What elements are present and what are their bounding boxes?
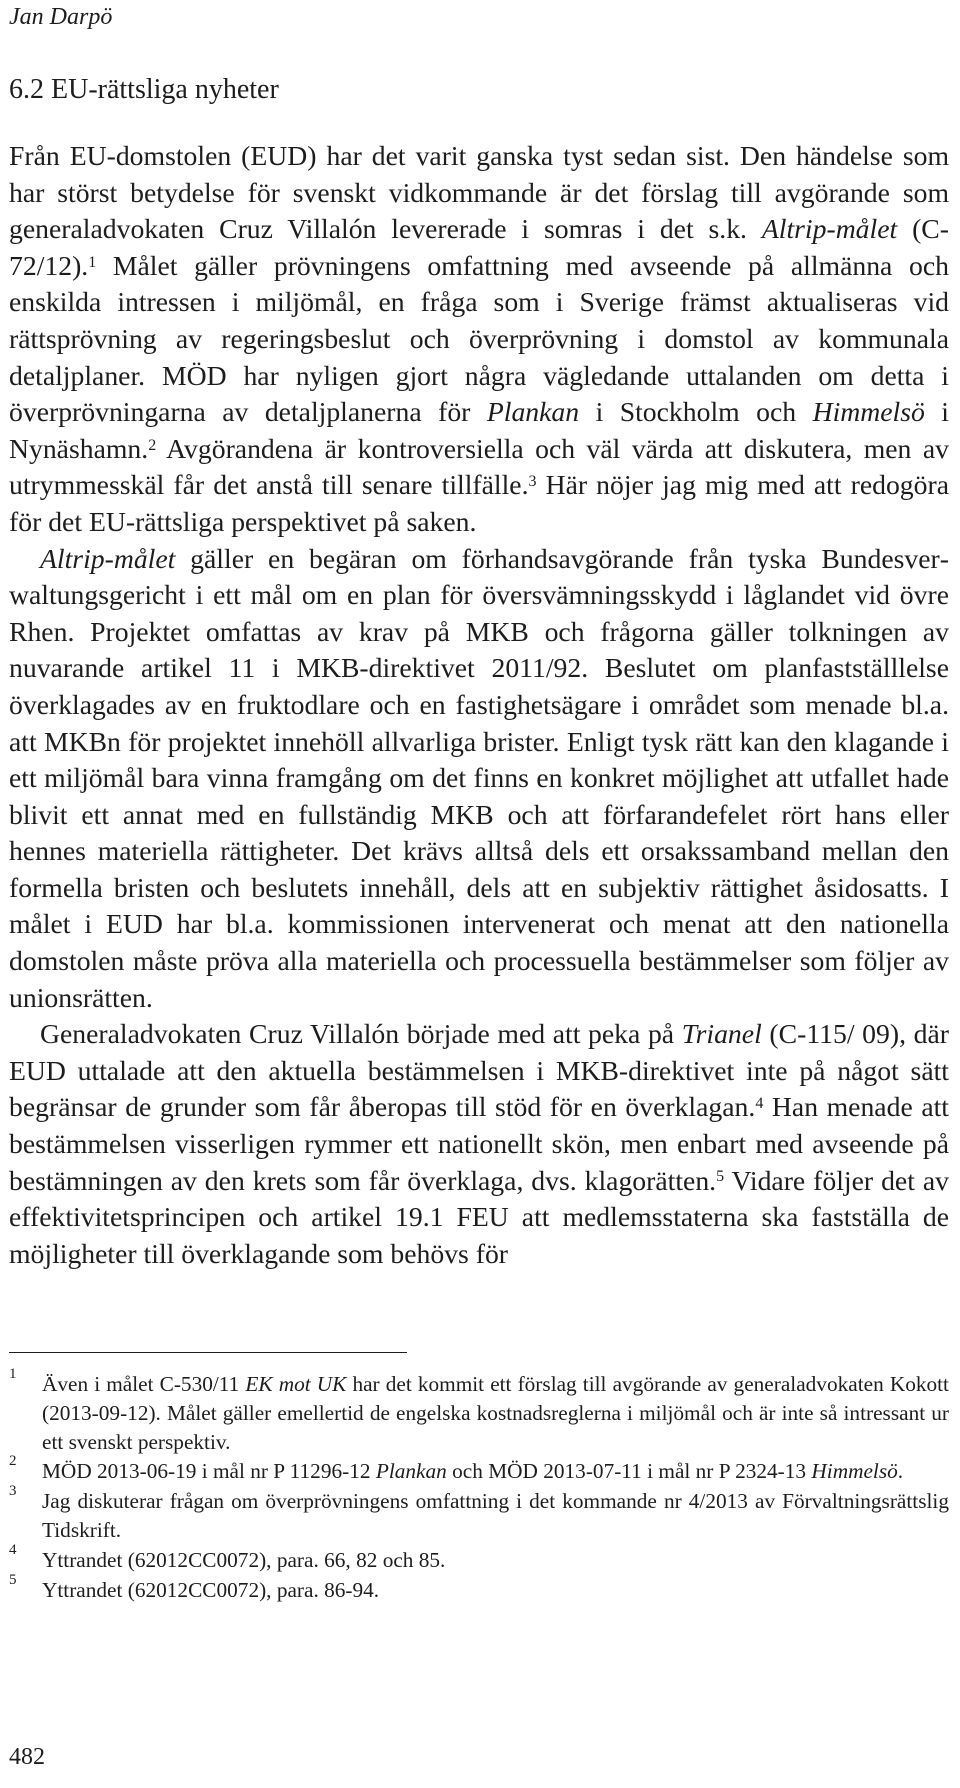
- text-run: i Nynäshamn.: [9, 396, 949, 464]
- footnote-4: [9, 1541, 949, 1575]
- footnote-ref[interactable]: 4: [755, 1095, 764, 1113]
- footnote-text: Yttrandet (62012CC0072), para. 66, 82 och 85.: [42, 1547, 446, 1572]
- case-name: Himmelsö: [812, 396, 925, 428]
- text-run: Vidare följer det av effektivitetsprincipen och artikel 19.1 FEU att medlemsstaterna ska fastställa de möjligheter till överklagande som behövs för: [9, 1164, 949, 1269]
- text-run: Från EU-domstolen (EUD) har det varit ganska tyst sedan sist. Den händelse som har störst betydelse för svenskt vidkommande är det förslag till avgörande som generaladvokaten Cruz Villalón levererade i somras i det s.k.: [9, 140, 949, 245]
- footnote-text: Jag diskuterar frågan om överprövningens omfattning i det kommande nr 4/2013 av Förvaltningsrättslig Tidskrift.: [42, 1489, 949, 1542]
- text-run: Målet gäller prövningens omfattning med avseende på allmänna och enskilda intressen i miljömål, en fråga som i Sverige främst aktualiseras vid rättsprövning av regeringsbeslut och överprövning i domstol av kommunala detaljplaner. MÖD har nyligen gjort några vägledande uttalanden om detta i överprövningarna av detaljplanerna för: [9, 249, 949, 428]
- text-run: (C-115/ 09), där EUD uttalade att den aktuella bestämmelsen i MKB-direktivet inte på något sätt begränsar de grunder som får åberopas till stöd för en överklagan.: [9, 1018, 949, 1123]
- paragraph: [9, 1016, 949, 1272]
- footnote-3: [9, 1483, 949, 1545]
- section-heading: 6.2 EU-rättsliga nyheter: [9, 74, 279, 105]
- footnote-text: [42, 1370, 949, 1456]
- running-head-author: Jan Darpö: [9, 4, 113, 30]
- text-run: .: [897, 1459, 904, 1484]
- text-run: Även i målet C-530/11: [42, 1372, 246, 1396]
- text-run: (C-72/12).: [9, 213, 949, 281]
- text-run: MÖD 2013-06-19 i mål nr P 11296-12: [42, 1459, 376, 1484]
- page-number: 482: [9, 1744, 45, 1770]
- footnote-ref[interactable]: 5: [716, 1168, 725, 1186]
- text-run: Här nöjer jag mig med att redogöra för det EU-rättsliga perspektivet på saken.: [9, 469, 949, 537]
- footnote-text: [42, 1457, 949, 1486]
- footnote-number: 5: [9, 1571, 17, 1588]
- footnote-text: Yttrandet (62012CC0072), para. 86-94.: [42, 1577, 380, 1602]
- body-text: [9, 138, 949, 1272]
- text-run: Han menade att bestämmelsen visserligen rymmer ett nationellt skön, men enbart med avseende på bestämningen av den krets som får överklaga, dvs. klagorätten.: [9, 1091, 949, 1196]
- text-run: har det kommit ett förslag till avgörande av generaladvokaten Kokott (2013-09-12). Målet gäller emellertid de engelska kostnadsreglerna i miljömål och är inte så intressant ur ett svenskt perspektiv.: [42, 1372, 949, 1454]
- paragraph: [9, 541, 949, 1017]
- footnote-2: [9, 1453, 949, 1486]
- footnote-separator: [9, 1352, 407, 1353]
- case-name: Trianel: [681, 1018, 762, 1050]
- paragraph: [9, 138, 949, 541]
- footnote-ref[interactable]: 2: [148, 436, 157, 454]
- footnote-ref[interactable]: 1: [88, 253, 97, 271]
- footnotes: [9, 1366, 949, 1605]
- case-name: Himmelsö: [811, 1459, 898, 1484]
- footnote-ref[interactable]: 3: [528, 473, 537, 491]
- footnote-number: 1: [9, 1366, 17, 1382]
- case-name: Altrip-målet: [761, 213, 898, 245]
- footnote-1: [9, 1366, 949, 1456]
- footnote-5: [9, 1571, 949, 1605]
- case-name: Plankan: [486, 396, 580, 428]
- footnote-number: 3: [9, 1483, 17, 1500]
- text-run: Generaladvokaten Cruz Villalón började med att peka på: [40, 1018, 682, 1050]
- text-run: i Stockholm och: [579, 396, 813, 428]
- text-run: och MÖD 2013-07-11 i mål nr P 2324-13: [446, 1459, 812, 1484]
- case-name: Plankan: [375, 1459, 447, 1484]
- footnote-number: 2: [9, 1453, 17, 1470]
- case-name: EK mot UK: [245, 1372, 347, 1396]
- case-name: Altrip-målet: [40, 542, 176, 574]
- text-run: Avgörandena är kontroversiella och väl värda att diskutera, men av utrymmesskäl får det anstå till senare tillfälle.: [9, 432, 949, 501]
- footnote-number: 4: [9, 1541, 17, 1558]
- text-run: gäller en begäran om förhandsavgörande från tyska Bundesverwaltungsgericht i ett mål om en plan för översvämningsskydd i låglandet vid övre Rhen. Projektet omfattas av krav på MKB och frågorna gäller tolkningen av nuvarande artikel 11 i MKB-direktivet 2011/92. Beslutet om planfastställlelse överklagades av en fruktodlare och en fastighetsägare i området som menade bl.a. att MKBn för projektet innehöll allvarliga brister. Enligt tysk rätt kan den klagande i ett miljömål bara vinna framgång om det finns en konkret möjlighet att utfallet hade blivit ett annat med en fullständig MKB och att förfarandefelet rört hans eller hennes materiella rättigheter. Det krävs alltså dels ett orsakssamband mellan den formella bristen och beslutets innehåll, dels att en subjektiv rättighet åsidosatts. I målet i EUD har bl.a. kommissionen intervenerat och menat att den nationella domstolen måste pröva alla materiella och processuella bestämmelser som följer av unionsrätten.: [9, 542, 949, 1013]
